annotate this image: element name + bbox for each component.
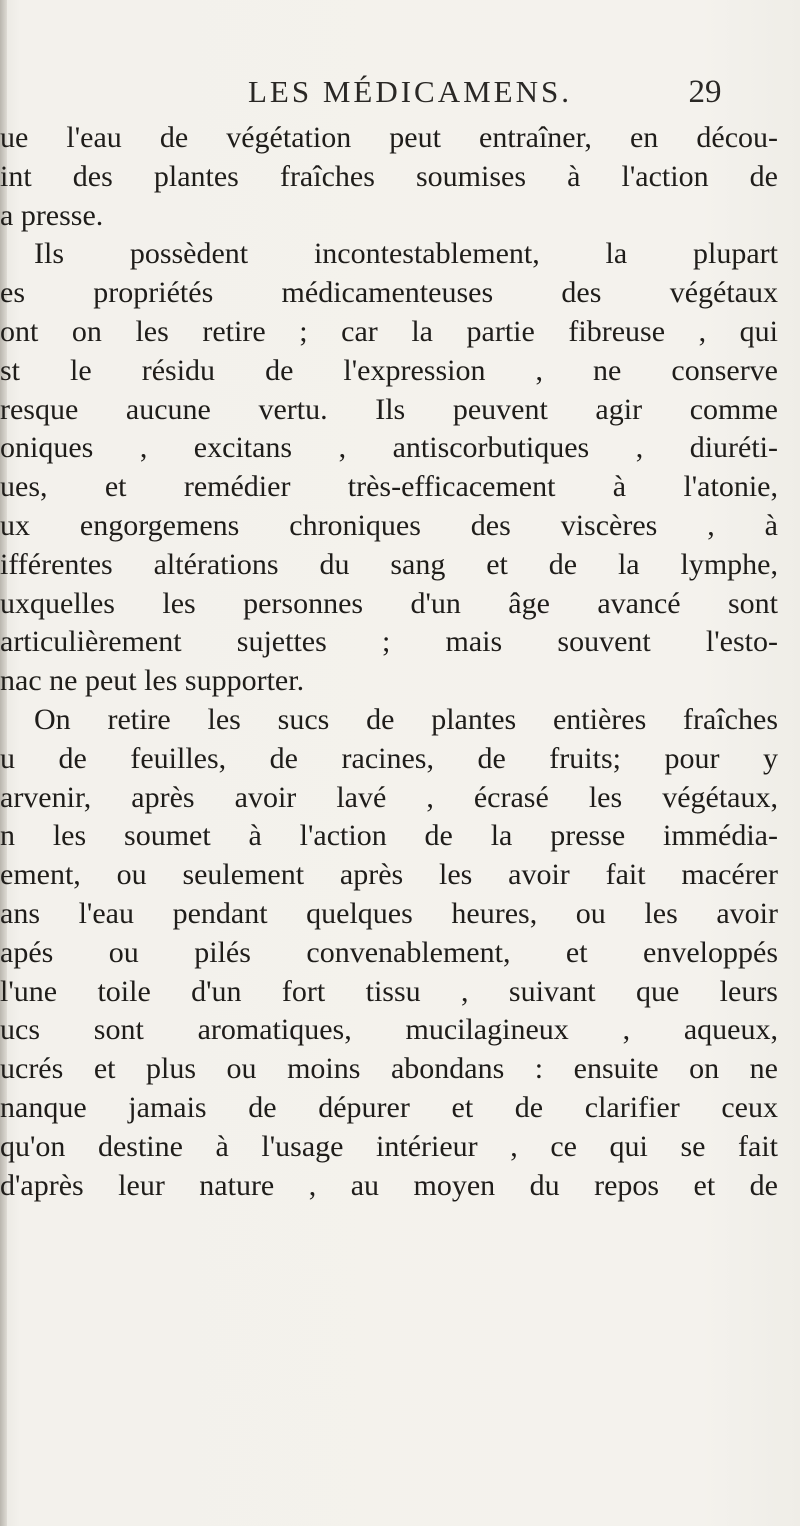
text-line: ue l'eau de végétation peut entraîner, en décou-: [0, 121, 778, 154]
text-line: n les soumet à l'action de la presse immédia-: [0, 819, 778, 853]
text-line: ucs sont aromatiques, mucilagineux , aqueux,: [0, 1013, 778, 1047]
text-line: apés ou pilés convenablement, et enveloppés: [0, 935, 778, 969]
text-line: qu'on destine à l'usage intérieur , ce qui se fait: [0, 1129, 778, 1163]
running-title: LES MÉDICAMENS.: [247, 74, 572, 109]
text-line: es propriétés médicamenteuses des végétaux: [0, 276, 778, 310]
text-line: st le résidu de l'expression , ne conserve: [0, 353, 778, 387]
page-header: [0, 70, 800, 120]
text-line: uxquelles les personnes d'un âge avancé sont: [0, 586, 778, 620]
text-line: d'après leur nature , au moyen du repos et de: [0, 1168, 778, 1202]
text-line: oniques , excitans , antiscorbutiques , diuréti-: [0, 431, 778, 465]
text-line: nanque jamais de dépurer et de clarifier ceux: [0, 1090, 778, 1124]
text-line: ement, ou seulement après les avoir fait macérer: [0, 858, 778, 892]
page-number: 29: [688, 74, 722, 110]
text-line: l'une toile d'un fort tissu , suivant que leurs: [0, 974, 778, 1008]
text-line: a presse.: [0, 198, 104, 232]
text-line: u de feuilles, de racines, de fruits; pour y: [0, 741, 778, 775]
text-line: ues, et remédier très-efficacement à l'atonie,: [0, 470, 778, 504]
text-line: resque aucune vertu. Ils peuvent agir comme: [0, 392, 778, 426]
text-line: arvenir, après avoir lavé , écrasé les végétaux,: [0, 780, 778, 814]
text-line: int des plantes fraîches soumises à l'action de: [0, 159, 778, 193]
text-line: Ils possèdent incontestablement, la plupart: [34, 237, 778, 271]
body-text: [0, 119, 800, 1205]
text-line: ux engorgemens chroniques des viscères , à: [0, 508, 778, 542]
text-line: ans l'eau pendant quelques heures, ou les avoir: [0, 896, 778, 930]
text-line: nac ne peut les supporter.: [0, 664, 305, 698]
text-line: On retire les sucs de plantes entières fraîches: [34, 702, 778, 736]
text-line: articulièrement sujettes ; mais souvent l'esto-: [0, 625, 778, 659]
text-line: ucrés et plus ou moins abondans : ensuite on ne: [0, 1052, 778, 1086]
text-line: ont on les retire ; car la partie fibreuse , qui: [0, 314, 778, 348]
text-line: ifférentes altérations du sang et de la lymphe,: [0, 547, 778, 581]
